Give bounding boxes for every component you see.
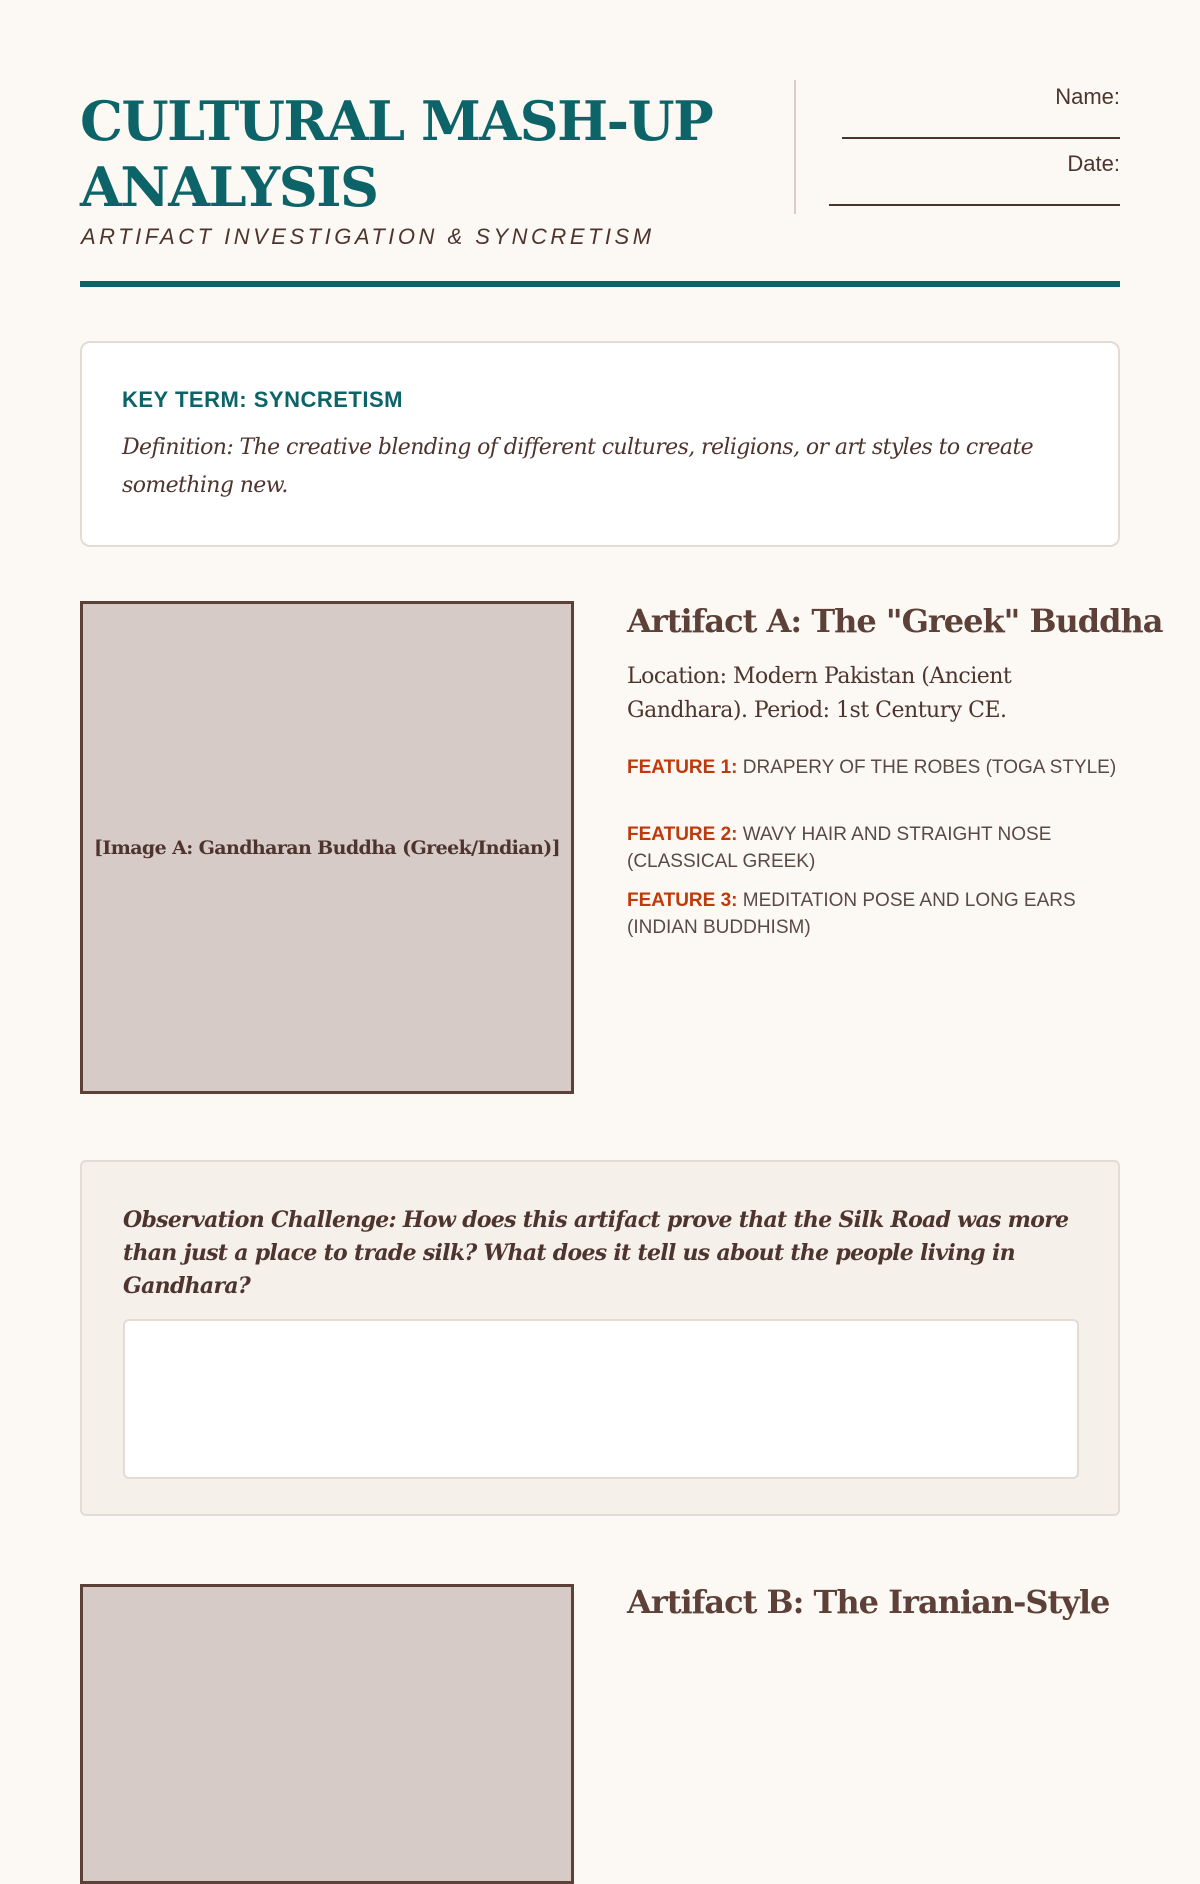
- key-term-title: KEY TERM: SYNCRETISM: [122, 387, 403, 412]
- artifact-b-title: Artifact B: The Iranian-Style: [627, 1583, 1110, 1621]
- artifact-a-title: Artifact A: The "Greek" Buddha: [627, 602, 1163, 640]
- artifact-a-location: Location: Modern Pakistan (Ancient Gandhara). Period: 1st Century CE.: [627, 664, 1012, 723]
- page-title: CULTURAL MASH-UP ANALYSIS: [80, 89, 713, 219]
- observation-prompt: Observation Challenge: How does this artifact prove that the Silk Road was more than just a place to trade silk? What does it tell us about the people living in Gandhara?: [123, 1207, 1069, 1299]
- artifact-a-image-placeholder: [80, 601, 574, 1094]
- key-term-definition: Definition: The creative blending of different cultures, religions, or art styles to create something new.: [122, 435, 1034, 498]
- feature-label: FEATURE 2:: [627, 824, 738, 845]
- header-divider: [794, 80, 796, 214]
- feature-item: [627, 754, 1117, 781]
- feature-text: WAVY HAIR AND STRAIGHT NOSE (CLASSICAL GREEK): [627, 824, 1052, 872]
- name-field[interactable]: [842, 137, 1120, 139]
- page-subtitle: ARTIFACT INVESTIGATION & SYNCRETISM: [81, 224, 655, 249]
- feature-text: DRAPERY OF THE ROBES (TOGA STYLE): [742, 757, 1117, 778]
- feature-label: FEATURE 3:: [627, 890, 738, 911]
- key-term-box: [80, 341, 1120, 547]
- date-label: Date:: [1067, 151, 1120, 176]
- feature-text: MEDITATION POSE AND LONG EARS (INDIAN BUDDHISM): [627, 890, 1076, 938]
- date-field[interactable]: [829, 204, 1120, 206]
- header-rule: [80, 281, 1120, 287]
- feature-item: [627, 821, 1117, 875]
- observation-answer-field[interactable]: [123, 1319, 1079, 1479]
- observation-challenge-box: [80, 1160, 1120, 1516]
- artifact-b-image-placeholder: [80, 1584, 574, 1884]
- feature-item: [627, 887, 1117, 941]
- name-label: Name:: [1055, 84, 1120, 109]
- feature-label: FEATURE 1:: [627, 757, 738, 778]
- artifact-a-image-caption: [Image A: Gandharan Buddha (Greek/Indian)]: [94, 836, 560, 859]
